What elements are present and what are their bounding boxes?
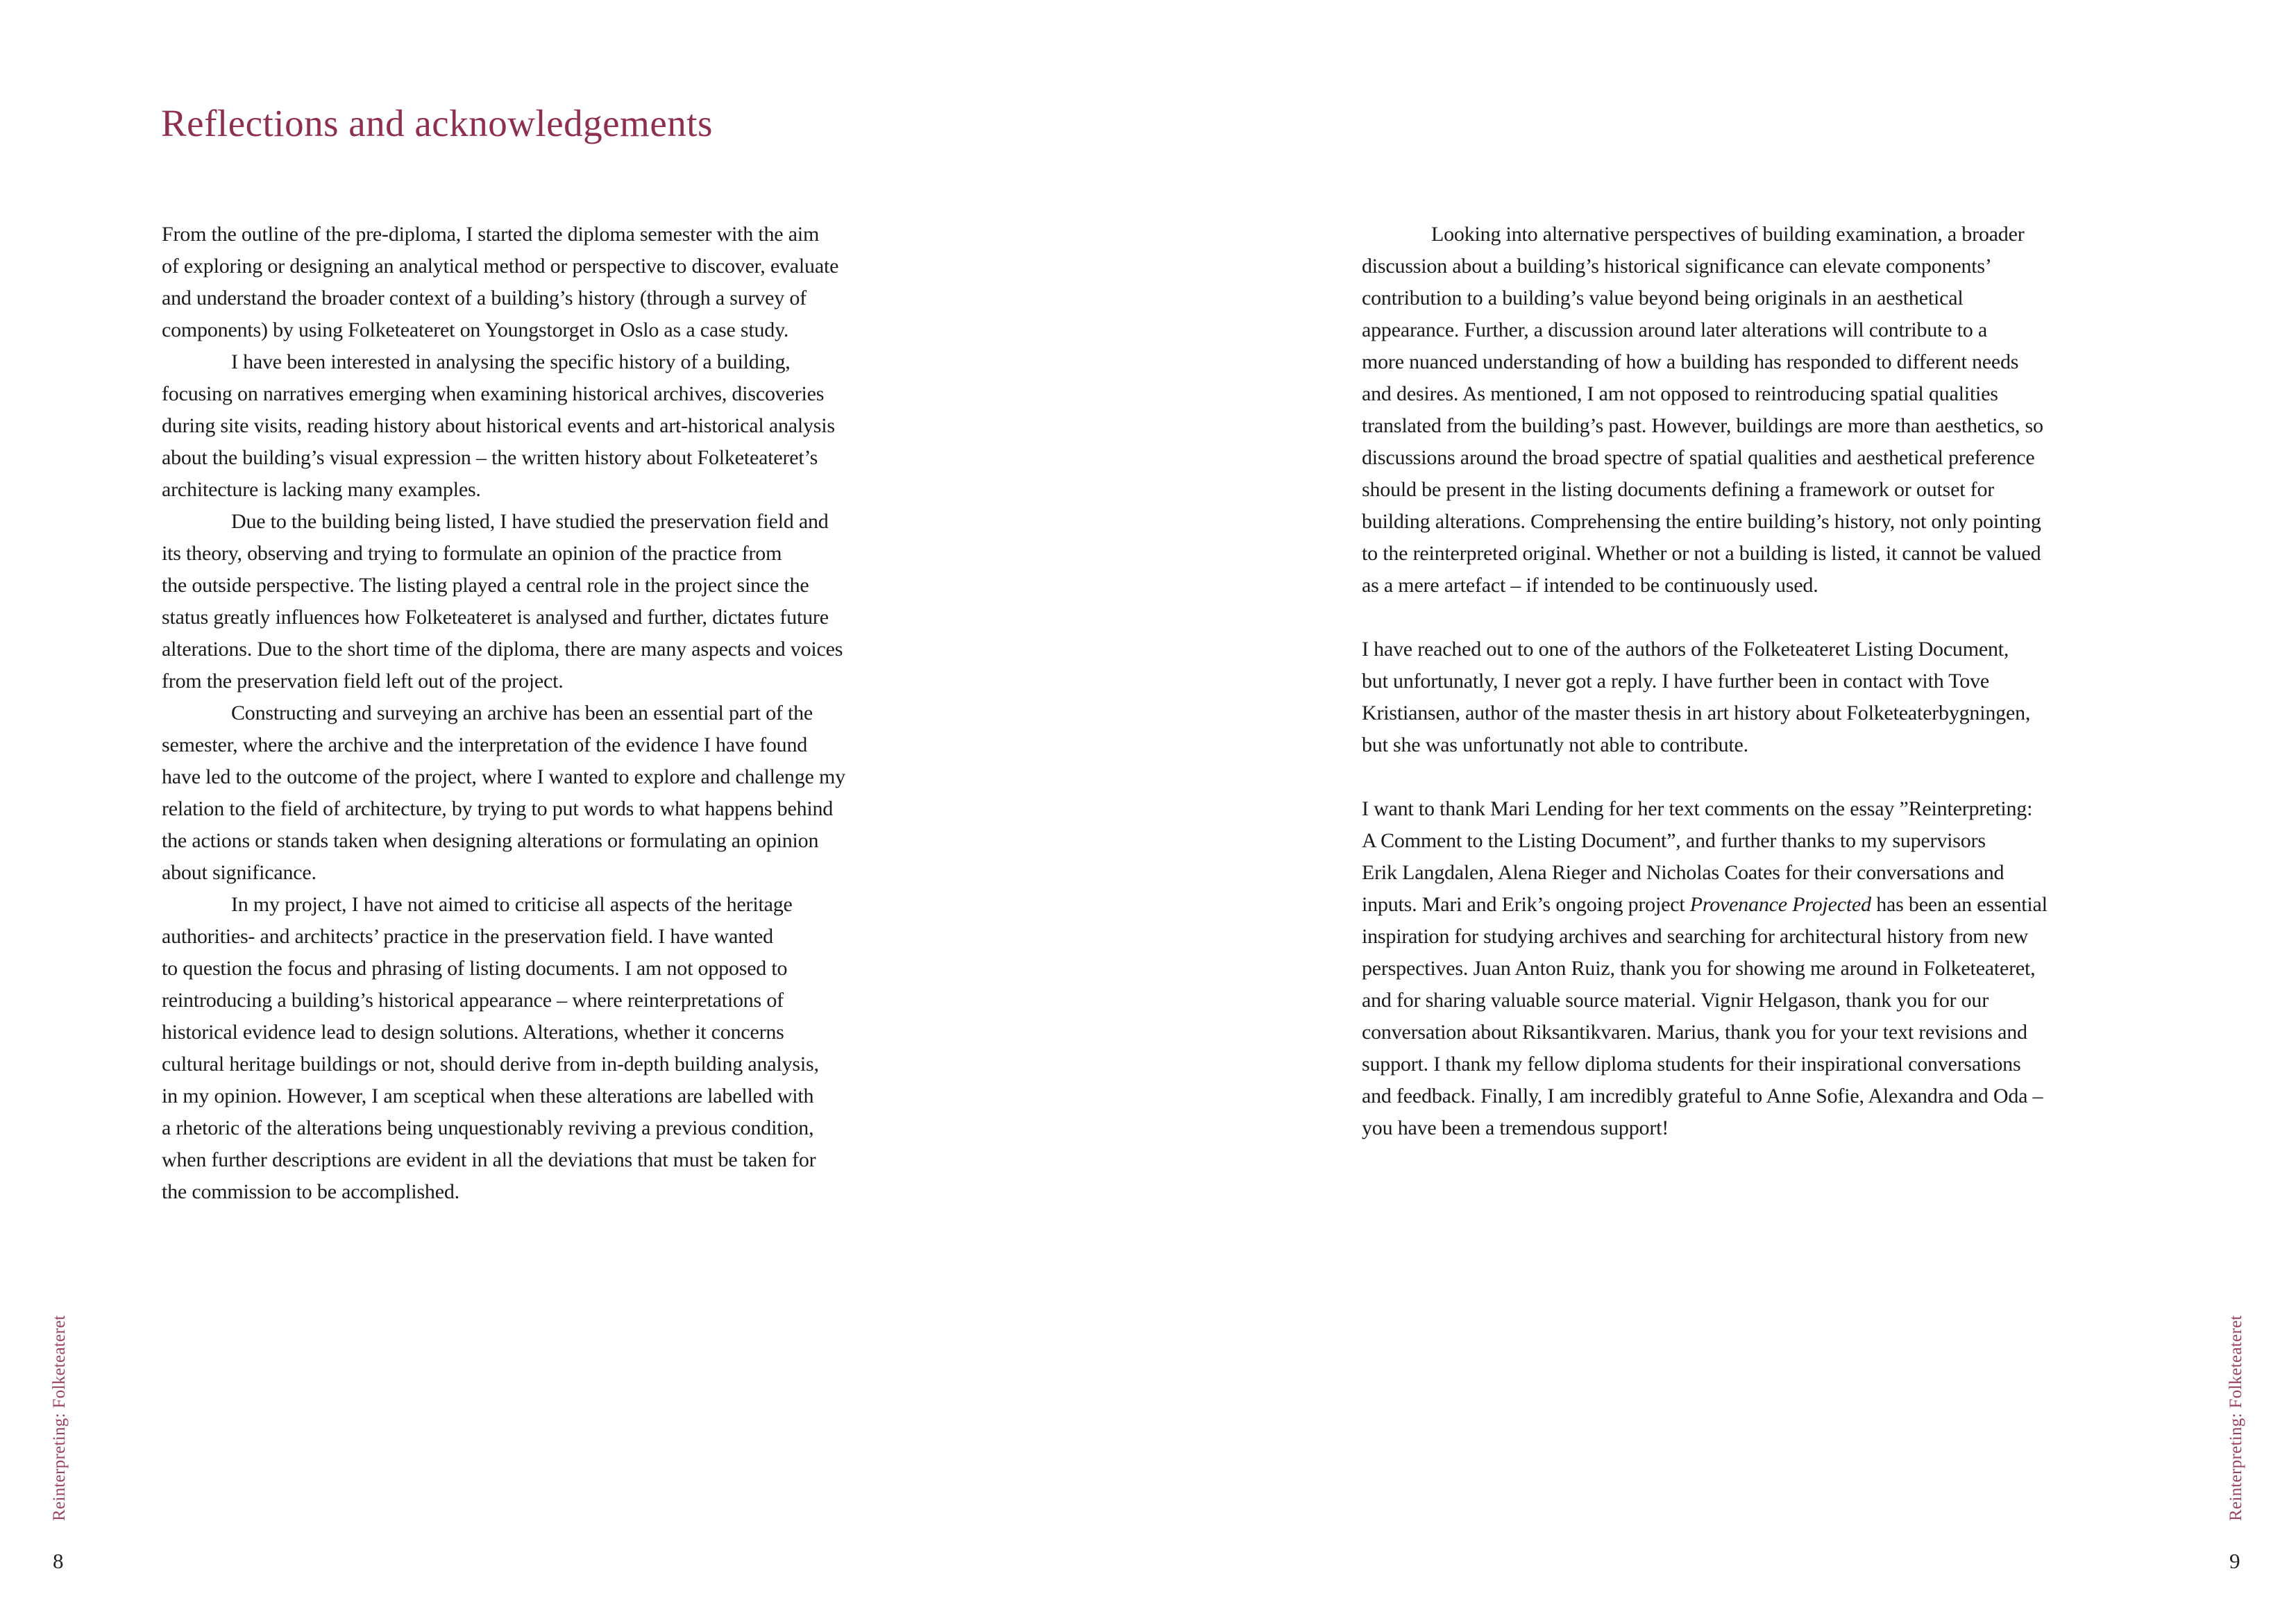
text-line: Looking into alternative perspectives of building examination, a broader	[1431, 223, 2025, 246]
text-line: relation to the field of architecture, by trying to put words to what happens behind	[162, 797, 834, 820]
text-line: Kristiansen, author of the master thesis in art history about Folketeaterbygningen,	[1362, 702, 2031, 724]
text-line: to the reinterpreted original. Whether or not a building is listed, it cannot be valued	[1362, 542, 2041, 565]
text-segment: inputs. Mari and Erik’s ongoing project	[1362, 893, 1690, 916]
text-line: architecture is lacking many examples.	[162, 478, 481, 501]
text-line: but unfortunatly, I never got a reply. I have further been in contact with Tove	[1362, 670, 1990, 692]
text-line: and feedback. Finally, I am incredibly grateful to Anne Sofie, Alexandra and Oda –	[1362, 1085, 2043, 1107]
text-line: translated from the building’s past. However, buildings are more than aesthetics, so	[1362, 414, 2043, 437]
text-line-with-italic	[1362, 889, 2250, 921]
text-line: about the building’s visual expression – the written history about Folketeateret’s	[162, 446, 818, 469]
right-text-column	[1362, 219, 2250, 1144]
text-line: Constructing and surveying an archive has been an essential part of the	[231, 702, 813, 724]
page-number-right: 9	[2229, 1549, 2240, 1573]
text-line: and desires. As mentioned, I am not opposed to reintroducing spatial qualities	[1362, 382, 1998, 405]
text-line: appearance. Further, a discussion around later alterations will contribute to a	[1362, 318, 1988, 341]
text-line: historical evidence lead to design solutions. Alterations, whether it concerns	[162, 1021, 784, 1044]
text-line: more nuanced understanding of how a building has responded to different needs	[1362, 350, 2019, 373]
text-line: when further descriptions are evident in all the deviations that must be taken for	[162, 1148, 816, 1171]
paragraph-left-3	[162, 506, 1050, 697]
text-line: but she was unfortunatly not able to contribute.	[1362, 733, 1748, 756]
text-line: I have been interested in analysing the specific history of a building,	[231, 350, 791, 373]
text-line: building alterations. Comprehensing the entire building’s history, not only pointing	[1362, 510, 2041, 533]
text-segment: has been an essential	[1871, 893, 2048, 916]
paragraph-left-2	[162, 346, 1050, 506]
text-line: In my project, I have not aimed to criticise all aspects of the heritage	[231, 893, 793, 916]
text-line: during site visits, reading history about historical events and art-historical analysis	[162, 414, 835, 437]
page-number-left: 8	[53, 1549, 64, 1573]
paragraph-left-1	[162, 219, 1050, 346]
text-line: in my opinion. However, I am sceptical when these alterations are labelled with	[162, 1085, 814, 1107]
text-line: discussions around the broad spectre of spatial qualities and aesthetical preference	[1362, 446, 2035, 469]
text-line: I have reached out to one of the authors of the Folketeateret Listing Document,	[1362, 638, 2009, 661]
text-line: I want to thank Mari Lending for her text comments on the essay ”Reinterpreting:	[1362, 797, 2033, 820]
text-line: a rhetoric of the alterations being unquestionably reviving a previous condition,	[162, 1116, 814, 1139]
text-line: inspiration for studying archives and searching for architectural history from new	[1362, 925, 2028, 948]
text-line: should be present in the listing documents defining a framework or outset for	[1362, 478, 1995, 501]
text-line: have led to the outcome of the project, where I wanted to explore and challenge my	[162, 765, 845, 788]
text-line: conversation about Riksantikvaren. Marius, thank you for your text revisions and	[1362, 1021, 2027, 1044]
text-line: you have been a tremendous support!	[1362, 1116, 1669, 1139]
text-line: status greatly influences how Folketeateret is analysed and further, dictates future	[162, 606, 829, 629]
text-line: alterations. Due to the short time of the diploma, there are many aspects and voices	[162, 638, 843, 661]
paragraph-left-4	[162, 697, 1050, 889]
text-line: the actions or stands taken when designing alterations or formulating an opinion	[162, 829, 819, 852]
text-line: and understand the broader context of a building’s history (through a survey of	[162, 287, 807, 309]
text-line: discussion about a building’s historical significance can elevate components’	[1362, 255, 1992, 278]
text-line: From the outline of the pre-diploma, I started the diploma semester with the aim	[162, 223, 820, 246]
spine-label-right: Reinterpreting: Folketeateret	[2227, 1315, 2245, 1521]
left-text-column	[162, 219, 1050, 1208]
text-line: authorities- and architects’ practice in the preservation field. I have wanted	[162, 925, 773, 948]
paragraph-right-2	[1362, 634, 2250, 761]
text-line: and for sharing valuable source material. Vignir Helgason, thank you for our	[1362, 989, 1989, 1012]
text-line: support. I thank my fellow diploma students for their inspirational conversations	[1362, 1053, 2021, 1076]
paragraph-left-5	[162, 889, 1050, 1208]
text-line: A Comment to the Listing Document”, and further thanks to my supervisors	[1362, 829, 1986, 852]
text-line: Due to the building being listed, I have studied the preservation field and	[231, 510, 829, 533]
text-line: its theory, observing and trying to formulate an opinion of the practice from	[162, 542, 782, 565]
text-line: to question the focus and phrasing of listing documents. I am not opposed to	[162, 957, 788, 980]
text-line: contribution to a building’s value beyond being originals in an aesthetical	[1362, 287, 1964, 309]
text-line: the outside perspective. The listing played a central role in the project since the	[162, 574, 809, 597]
paragraph-right-1	[1362, 219, 2250, 602]
text-line: components) by using Folketeateret on Youngstorget in Oslo as a case study.	[162, 318, 789, 341]
paragraph-right-3	[1362, 793, 2250, 1144]
page-title: Reflections and acknowledgements	[161, 102, 713, 144]
italic-project-title: Provenance Projected	[1689, 893, 1871, 916]
text-line: semester, where the archive and the interpretation of the evidence I have found	[162, 733, 808, 756]
text-line: focusing on narratives emerging when examining historical archives, discoveries	[162, 382, 825, 405]
text-line: Erik Langdalen, Alena Rieger and Nicholas Coates for their conversations and	[1362, 861, 2004, 884]
text-line: as a mere artefact – if intended to be continuously used.	[1362, 574, 1818, 597]
text-line: reintroducing a building’s historical appearance – where reinterpretations of	[162, 989, 784, 1012]
text-line: about significance.	[162, 861, 316, 884]
text-line: cultural heritage buildings or not, should derive from in-depth building analysis,	[162, 1053, 819, 1076]
text-line: the commission to be accomplished.	[162, 1180, 459, 1203]
text-line: of exploring or designing an analytical method or perspective to discover, evaluate	[162, 255, 839, 278]
text-line: perspectives. Juan Anton Ruiz, thank you for showing me around in Folketeateret,	[1362, 957, 2036, 980]
spine-label-left: Reinterpreting: Folketeateret	[50, 1315, 69, 1521]
text-line: from the preservation field left out of the project.	[162, 670, 564, 692]
